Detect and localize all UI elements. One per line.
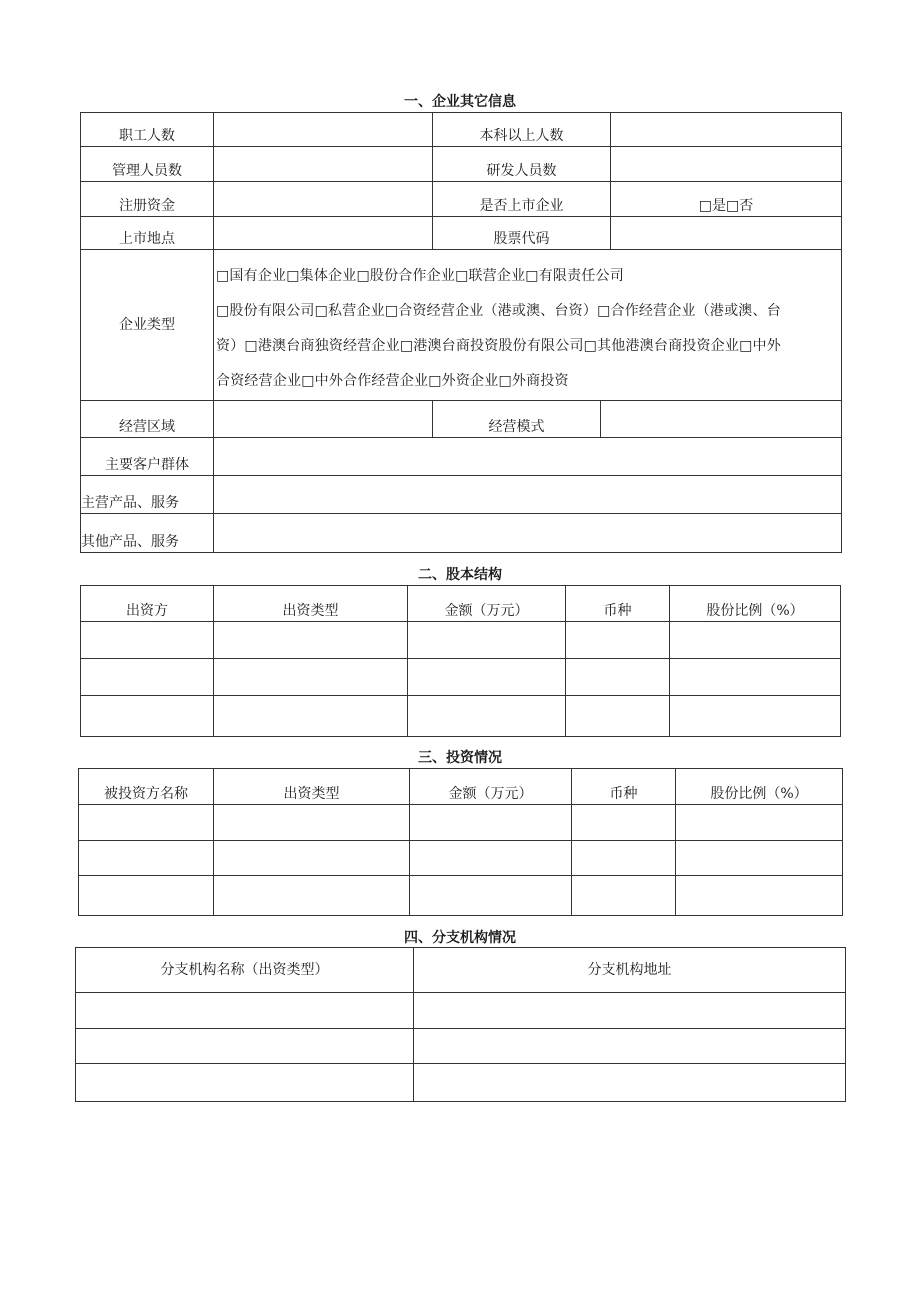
col-header: 股份比例（%） [670, 586, 841, 622]
col-header: 币种 [572, 769, 676, 805]
cell[interactable] [410, 876, 572, 916]
main-products-label: 主营产品、服务 [81, 476, 214, 514]
cell[interactable] [676, 876, 843, 916]
col-header: 出资方 [81, 586, 214, 622]
col-header: 被投资方名称 [79, 769, 214, 805]
customers-field[interactable] [214, 438, 842, 476]
table-row [79, 841, 843, 876]
cell[interactable] [410, 841, 572, 876]
cell[interactable] [410, 805, 572, 841]
table-row [76, 1064, 846, 1102]
table-row [79, 805, 843, 841]
investment-table [78, 768, 843, 916]
cell[interactable] [79, 876, 214, 916]
enterprise-info-table [80, 112, 842, 553]
other-products-label: 其他产品、服务 [81, 514, 214, 553]
bachelor-label: 本科以上人数 [433, 113, 611, 147]
enterprise-type-options[interactable] [214, 250, 842, 401]
cell[interactable] [408, 622, 566, 659]
employees-label: 职工人数 [81, 113, 214, 147]
customers-label: 主要客户群体 [81, 438, 214, 476]
stock-code-label: 股票代码 [433, 217, 611, 250]
cell[interactable] [214, 876, 410, 916]
col-header: 出资类型 [214, 586, 408, 622]
branch-table [75, 947, 846, 1102]
rd-field[interactable] [611, 147, 842, 182]
cell[interactable] [81, 659, 214, 696]
table-row [81, 659, 841, 696]
cell[interactable] [214, 622, 408, 659]
section2-title: 二、股本结构 [418, 567, 502, 583]
stock-code-field[interactable] [611, 217, 842, 250]
business-area-label: 经营区域 [81, 401, 214, 438]
listed-options[interactable]: □是□否 [611, 182, 842, 217]
cell[interactable] [76, 1064, 414, 1102]
col-header: 出资类型 [214, 769, 410, 805]
table-row [76, 1029, 846, 1064]
col-header: 股份比例（%） [676, 769, 843, 805]
business-area-field[interactable] [214, 401, 433, 438]
cell[interactable] [76, 993, 414, 1029]
cell[interactable] [676, 841, 843, 876]
table-row [81, 696, 841, 737]
col-header: 分支机构地址 [414, 948, 846, 993]
cell[interactable] [566, 622, 670, 659]
table-row [79, 876, 843, 916]
business-model-label: 经营模式 [433, 401, 601, 438]
col-header: 金额（万元） [408, 586, 566, 622]
cell[interactable] [214, 805, 410, 841]
capital-label: 注册资金 [81, 182, 214, 217]
cell[interactable] [81, 622, 214, 659]
cell[interactable] [214, 841, 410, 876]
cell[interactable] [76, 1029, 414, 1064]
col-header: 分支机构名称（出资类型） [76, 948, 414, 993]
cell[interactable] [676, 805, 843, 841]
main-products-field[interactable] [214, 476, 842, 514]
cell[interactable] [566, 659, 670, 696]
cell[interactable] [414, 993, 846, 1029]
section1-title: 一、企业其它信息 [404, 94, 516, 110]
other-products-field[interactable] [214, 514, 842, 553]
cell[interactable] [79, 841, 214, 876]
capital-field[interactable] [214, 182, 433, 217]
cell[interactable] [572, 841, 676, 876]
section3-title: 三、投资情况 [418, 750, 502, 766]
managers-label: 管理人员数 [81, 147, 214, 182]
cell[interactable] [670, 659, 841, 696]
cell[interactable] [79, 805, 214, 841]
cell[interactable] [414, 1064, 846, 1102]
cell[interactable] [670, 696, 841, 737]
listed-label: 是否上市企业 [433, 182, 611, 217]
enterprise-type-line: 合资经营企业□中外合作经营企业□外资企业□外商投资 [216, 373, 569, 389]
employees-field[interactable] [214, 113, 433, 147]
cell[interactable] [572, 805, 676, 841]
cell[interactable] [214, 659, 408, 696]
equity-structure-table [80, 585, 841, 737]
col-header: 币种 [566, 586, 670, 622]
table-row [81, 622, 841, 659]
enterprise-type-line: □股份有限公司□私营企业□合资经营企业（港或澳、台资）□合作经营企业（港或澳、台 [216, 303, 781, 319]
col-header: 金额（万元） [410, 769, 572, 805]
listing-place-field[interactable] [214, 217, 433, 250]
cell[interactable] [414, 1029, 846, 1064]
enterprise-type-line: 资）□港澳台商独资经营企业□港澳台商投资股份有限公司□其他港澳台商投资企业□中外 [216, 338, 781, 354]
cell[interactable] [566, 696, 670, 737]
cell[interactable] [214, 696, 408, 737]
business-model-field[interactable] [601, 401, 842, 438]
managers-field[interactable] [214, 147, 433, 182]
cell[interactable] [81, 696, 214, 737]
enterprise-type-line: □国有企业□集体企业□股份合作企业□联营企业□有限责任公司 [216, 268, 624, 284]
bachelor-field[interactable] [611, 113, 842, 147]
rd-label: 研发人员数 [433, 147, 611, 182]
cell[interactable] [408, 696, 566, 737]
cell[interactable] [670, 622, 841, 659]
cell[interactable] [572, 876, 676, 916]
cell[interactable] [408, 659, 566, 696]
section4-title: 四、分支机构情况 [404, 930, 516, 946]
listing-place-label: 上市地点 [81, 217, 214, 250]
table-row [76, 993, 846, 1029]
enterprise-type-label: 企业类型 [81, 250, 214, 401]
